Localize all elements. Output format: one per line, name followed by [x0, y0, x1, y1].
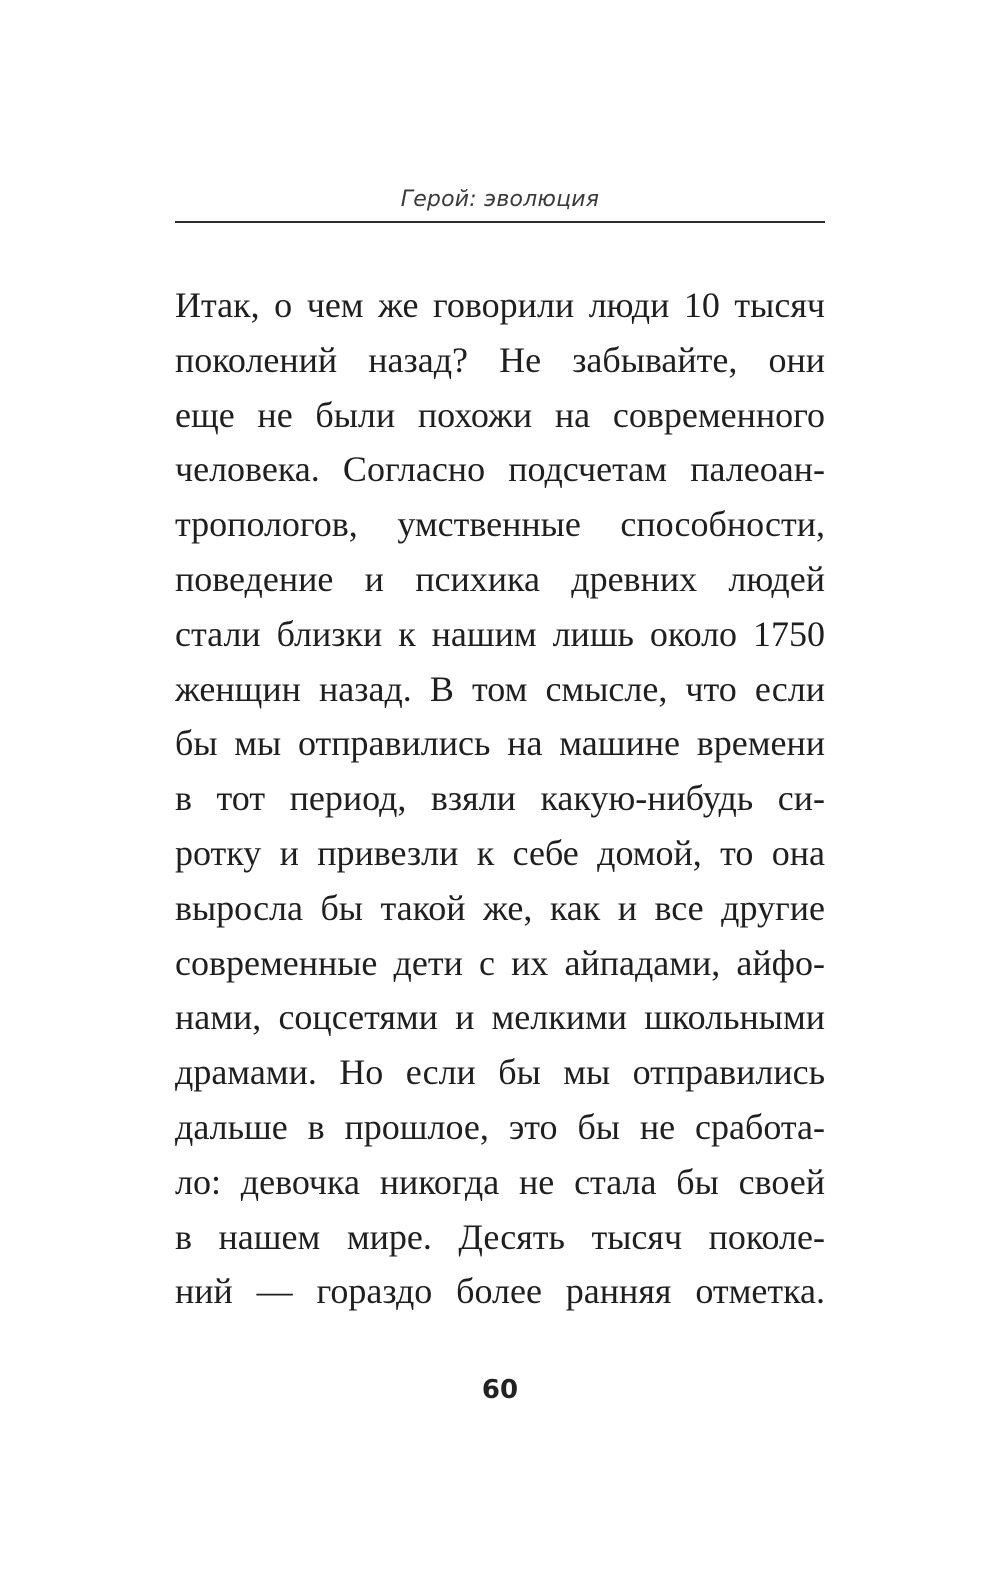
header-rule — [175, 221, 825, 223]
body-line: женщин назад. В том смысле, что если — [175, 668, 825, 709]
body-line: Итак, о чем же говорили люди 10 тысяч — [175, 285, 825, 325]
body-line: в нашем мире. Десять тысяч поколе- — [175, 1216, 825, 1257]
body-text — [175, 278, 825, 1319]
body-line: поведение и психика древних людей — [175, 558, 825, 599]
body-line: бы мы отправились на машине времени — [175, 723, 825, 764]
page-number: 60 — [481, 1375, 519, 1405]
body-line: драмами. Но если бы мы отправились — [175, 1052, 825, 1093]
body-line: ний — гораздо более ранняя отметка. — [175, 1271, 825, 1312]
running-head: Герой: эволюция — [400, 187, 600, 212]
body-line: поколений назад? Не забывайте, они — [175, 339, 825, 380]
body-line: человека. Согласно подсчетам палеоан- — [175, 449, 825, 490]
body-line: ло: девочка никогда не стала бы своей — [175, 1161, 825, 1202]
body-line: нами, соцсетями и мелкими школьными — [175, 997, 825, 1038]
body-line: современные дети с их айпадами, айфо- — [175, 942, 825, 983]
body-line: тропологов, умственные способности, — [175, 504, 825, 545]
body-line: выросла бы такой же, как и все другие — [175, 887, 825, 928]
body-line: еще не были похожи на современного — [175, 394, 825, 435]
body-line: дальше в прошлое, это бы не сработа- — [175, 1106, 825, 1147]
body-line: стали близки к нашим лишь около 1750 — [175, 613, 825, 654]
body-line: в тот период, взяли какую-нибудь си- — [175, 778, 825, 819]
body-line: ротку и привезли к себе домой, то она — [175, 832, 825, 873]
